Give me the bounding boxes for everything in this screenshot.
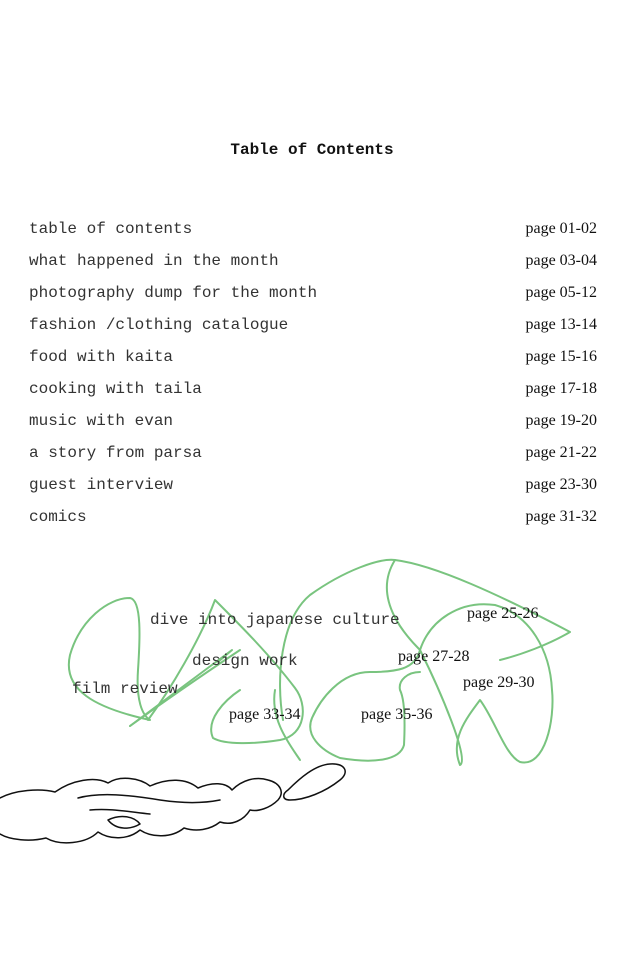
- extra-page-35-36: page 35-36: [361, 706, 433, 723]
- toc-entry-label: table of contents: [29, 220, 193, 238]
- toc-entry-label: music with evan: [29, 412, 174, 430]
- toc-entry-page: page 15-16: [525, 348, 597, 365]
- toc-entry-label: a story from parsa: [29, 444, 202, 462]
- toc-entry-label: comics: [29, 508, 87, 526]
- page-title: Table of Contents: [230, 141, 394, 159]
- extra-label-design-work: design work: [192, 652, 298, 670]
- toc-entry-label: fashion /clothing catalogue: [29, 316, 289, 334]
- toc-entry-label: what happened in the month: [29, 252, 279, 270]
- toc-entry-page: page 05-12: [525, 284, 597, 301]
- toc-entry-page: page 01-02: [525, 220, 597, 237]
- toc-entry-label: photography dump for the month: [29, 284, 318, 302]
- toc-entry-label: guest interview: [29, 476, 174, 494]
- black-doodle: [0, 764, 345, 843]
- toc-entry-page: page 31-32: [525, 508, 597, 525]
- toc-entry-page: page 23-30: [525, 476, 597, 493]
- extra-label-film-review: film review: [72, 680, 178, 698]
- toc-entry-page: page 03-04: [525, 252, 597, 269]
- toc-entry-page: page 19-20: [525, 412, 597, 429]
- toc-entry-page: page 17-18: [525, 380, 597, 397]
- toc-entry-label: food with kaita: [29, 348, 174, 366]
- extra-page-33-34: page 33-34: [229, 706, 301, 723]
- extra-label-japanese-culture: dive into japanese culture: [150, 611, 400, 629]
- toc-entry-page: page 13-14: [525, 316, 597, 333]
- extra-page-japanese-culture: page 25-26: [467, 605, 539, 622]
- toc-entry-page: page 21-22: [525, 444, 597, 461]
- extra-page-design-work: page 27-28: [398, 648, 470, 665]
- extra-page-film-review: page 29-30: [463, 674, 535, 691]
- green-scribble: [69, 560, 570, 765]
- toc-entry-label: cooking with taila: [29, 380, 202, 398]
